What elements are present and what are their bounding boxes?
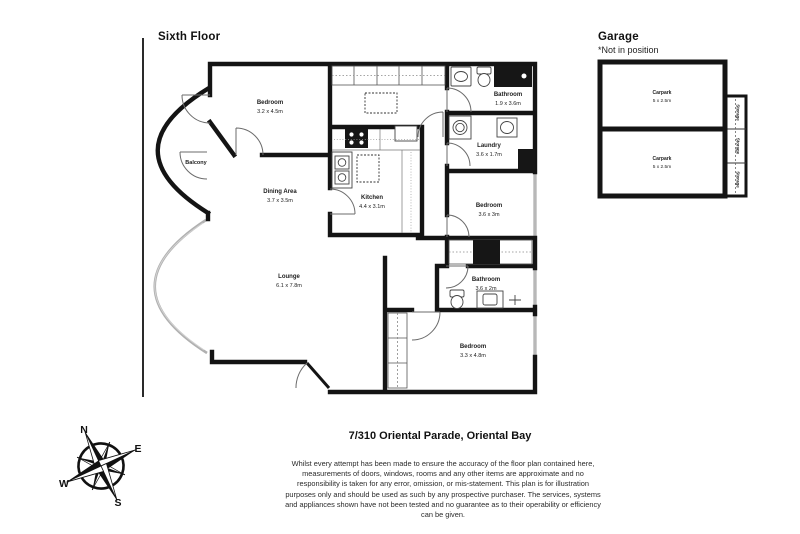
- dining-label: Dining Area: [263, 189, 297, 195]
- garage-note: *Not in position: [598, 45, 659, 55]
- disclaimer-text: Whilst every attempt has been made to ensure the accuracy of the floor plan contained here, measurements of doors, windows, rooms and any other items are approximate and no responsibility is taken for any error, omission, or mis-statement. This plan is for illustration purposes only and should be used as such by any prospective purchaser. The services, systems and appliances shown have not been tested and no guarantee as to their operability or efficiency can be given.: [285, 459, 601, 520]
- entry-door-arc: [296, 363, 307, 388]
- section-divider: [142, 38, 144, 397]
- compass-north-label: N: [80, 424, 88, 436]
- bedroom2-dims: 3.6 x 3m: [478, 212, 500, 218]
- toilet2-icon: [450, 290, 464, 309]
- property-address: 7/310 Oriental Parade, Oriental Bay: [348, 430, 532, 442]
- carpark1-label: Carpark: [652, 90, 672, 96]
- compass-cardinal-points: [53, 418, 151, 516]
- bedroom2-label: Bedroom: [475, 203, 503, 209]
- toilet-icon: [477, 67, 491, 87]
- bedroom2-door: [447, 215, 469, 237]
- balcony-label: Balcony: [185, 160, 207, 166]
- carpark2-label: Carpark: [652, 156, 672, 162]
- compass-east-label: E: [134, 443, 142, 455]
- skylight-dashed: [365, 93, 397, 113]
- bathroom2-door: [446, 266, 468, 288]
- floor-title: Sixth Floor: [158, 31, 221, 43]
- washing-machine-icon: [449, 116, 471, 139]
- garage-title: Garage: [598, 31, 639, 43]
- vanity-icon: [477, 291, 503, 308]
- lounge-dims: 6.1 x 7.8m: [276, 283, 302, 289]
- bathroom1-door: [447, 88, 471, 112]
- tall-cabinet: [395, 126, 417, 141]
- walls: [158, 64, 535, 392]
- laundry-tub-icon: [497, 118, 517, 137]
- dining-dims: 3.7 x 3.5m: [267, 198, 293, 204]
- kitchen-dims: 4.4 x 3.1m: [359, 204, 385, 210]
- bathroom1-dims: 1.9 x 3.6m: [495, 101, 521, 107]
- bedroom3-dims: 3.3 x 4.8m: [460, 353, 486, 359]
- cupboard-solid: [473, 240, 500, 264]
- kitchen-island: [357, 155, 379, 182]
- floorplan-drawing: [148, 54, 550, 400]
- storage1-label: Storage: [735, 104, 741, 121]
- balcony-window-curve: [155, 220, 207, 353]
- carpark1-dims: 5 x 2.5m: [652, 99, 672, 104]
- compass-rose-icon: [53, 418, 153, 518]
- kitchen-sink-icon: [332, 152, 352, 188]
- carpark2-dims: 5 x 2.5m: [652, 165, 672, 170]
- bathroom1-sink-icon: [451, 67, 471, 86]
- kitchen-label: Kitchen: [360, 195, 384, 201]
- entry-door-leaf: [307, 363, 329, 388]
- bathroom1-label: Bathroom: [493, 92, 523, 98]
- compass-west-label: W: [59, 478, 69, 490]
- storage2-label: Storage: [735, 137, 741, 155]
- garage-drawing: [595, 56, 755, 204]
- bathroom2-dims: 3.6 x 2m: [475, 286, 497, 292]
- laundry-dims: 3.6 x 1.7m: [476, 152, 502, 158]
- bedroom1-dims: 3.2 x 4.5m: [257, 109, 283, 115]
- lounge-label: Lounge: [278, 274, 300, 280]
- bedroom1-label: Bedroom: [256, 100, 284, 106]
- bedroom1-door: [236, 128, 263, 155]
- laundry-door: [447, 143, 470, 166]
- bedroom3-door: [412, 312, 440, 340]
- compass-star: [53, 418, 151, 516]
- bath-faucet-icon: [509, 295, 521, 305]
- shower-icon: [494, 66, 532, 87]
- laundry-label: Laundry: [477, 143, 501, 149]
- balcony-door-1: [182, 95, 210, 123]
- compass-south-label: S: [114, 497, 122, 509]
- stove-icon: [345, 129, 368, 148]
- kitchen-door: [330, 189, 355, 214]
- laundry-cupboard: [518, 149, 535, 170]
- bathroom2-label: Bathroom: [471, 277, 501, 283]
- bedroom3-label: Bedroom: [459, 344, 487, 350]
- storage3-label: Storage: [735, 171, 741, 188]
